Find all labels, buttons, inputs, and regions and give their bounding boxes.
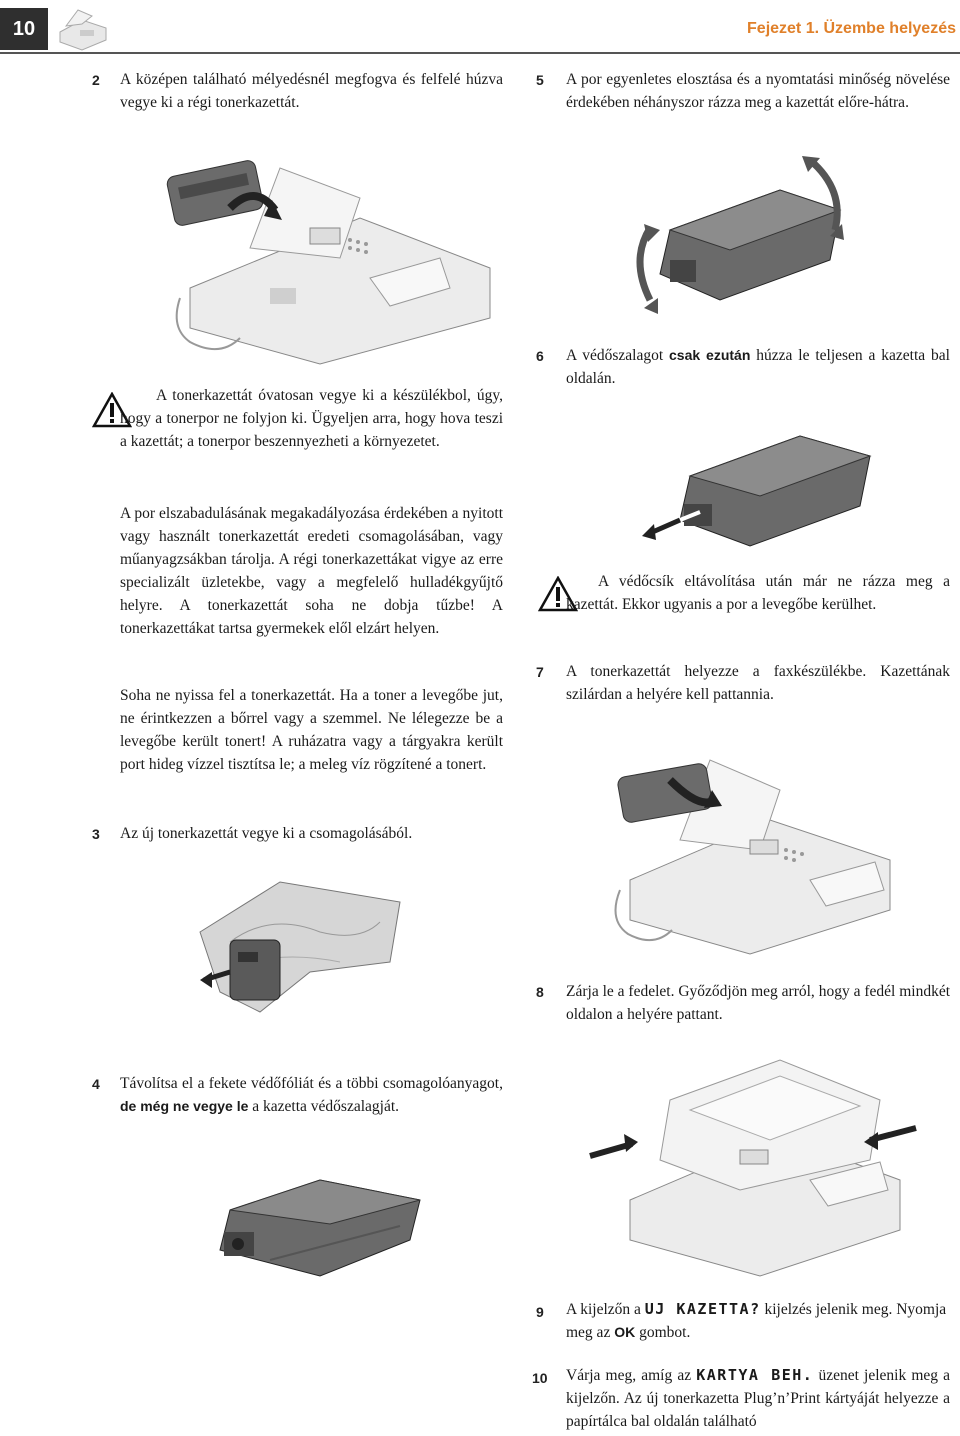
- cartridge-in-bag-illustration: [190, 872, 410, 1022]
- step-6-text-bold: csak ezután: [669, 347, 751, 363]
- insert-cartridge-illustration: [600, 740, 900, 960]
- ok-key-label: OK: [614, 1324, 636, 1340]
- lcd-message-insert-card: KARTYA BEH.: [696, 1366, 814, 1384]
- step-8-number: 8: [536, 984, 544, 1000]
- step-4-text-bold: de még ne vegye le: [120, 1098, 249, 1114]
- step-10-text-a: Várja meg, amíg az: [566, 1367, 692, 1384]
- step-4-number: 4: [92, 1076, 100, 1092]
- step-9-text: [566, 1298, 950, 1344]
- step-6-number: 6: [536, 348, 544, 364]
- step-4-text-a: Távolítsa el a fekete védőfóliát és a többi csomagolóanyagot,: [120, 1075, 503, 1092]
- step-5-number: 5: [536, 72, 544, 88]
- shake-cartridge-illustration: [630, 150, 870, 320]
- step-2-number: 2: [92, 72, 100, 88]
- step-9-text-b: kijelzés jelenik meg. Nyomja meg az: [566, 1301, 947, 1341]
- page-number: 10: [0, 8, 48, 50]
- step-6-text-a: A védőszalagot: [566, 347, 664, 364]
- lcd-message-new-cartridge: UJ KAZETTA?: [644, 1300, 761, 1318]
- step-10-text-b: üzenet jelenik meg a kijelzőn. Az új tonerkazetta Plug’n’Print kártyáját helyezze a papírtálca bal oldalán található: [566, 1367, 951, 1430]
- step-4-text-b: a kazetta védőszalagját.: [252, 1098, 400, 1115]
- page-header: [0, 0, 960, 58]
- step-6-text: [566, 344, 950, 390]
- step-4-text: [120, 1072, 503, 1118]
- step-9-number: 9: [536, 1304, 544, 1320]
- step-6-text-b: húzza le teljesen a kazetta bal oldalán.: [566, 347, 950, 387]
- step-5-text: A por egyenletes elosztása és a nyomtatási minőség növelése érdekében néhányszor rázza meg a kazettát előre-hátra.: [566, 71, 950, 111]
- header-rule: [0, 52, 960, 54]
- step-8-text: Zárja le a fedelet. Győződjön meg arról, hogy a fedél mindkét oldalon a helyére pattant.: [566, 983, 950, 1023]
- chapter-title: Fejezet 1. Üzembe helyezés: [747, 20, 956, 37]
- new-cartridge-illustration: [210, 1160, 430, 1290]
- step-9-text-a: A kijelzőn a: [566, 1301, 641, 1318]
- step-10-number: 10: [532, 1370, 548, 1386]
- close-lid-illustration: [580, 1040, 920, 1280]
- step-2-text: A középen található mélyedésnél megfogva és felfelé húzva vegye ki a régi tonerkazettát.: [120, 71, 503, 111]
- fax-remove-cartridge-illustration: [160, 128, 500, 368]
- step-7-number: 7: [536, 664, 544, 680]
- step-9-text-c: gombot.: [639, 1324, 691, 1341]
- warning-do-not-shake: A védőcsík eltávolítása után már ne rázza meg a kazettát. Ekkor ugyanis a por a levegőbe kerülhet.: [566, 573, 950, 613]
- fax-thumbnail-icon: [52, 2, 112, 52]
- step-10-text: [566, 1364, 950, 1433]
- storage-paragraph: A por elszabadulásának megakadályozása érdekében a nyitott vagy használt tonerkazettát eredeti csomagolásában, vagy műanyagzsákban tárolja. A régi tonerkazettákat vigye az erre specializált üzletekbe, vagy a megfelelő hulladékgyűjtő helyre. A tonerkazettát soha ne dobja tűzbe! A tonerkazettákat tartsa gyermekek elől elzárt helyen.: [120, 505, 503, 637]
- step-3-text: Az új tonerkazettát vegye ki a csomagolásából.: [120, 825, 413, 842]
- step-7-text: A tonerkazettát helyezze a faxkészülékbe. Kazettának szilárdan a helyére kell pattannia.: [566, 663, 950, 703]
- safety-paragraph: Soha ne nyissa fel a tonerkazettát. Ha a toner a levegőbe jut, ne érintkezzen a bőrrel vagy a szemmel. Ne lélegezze be a levegőbe került tonert! A ruházatra vagy a tárgyakra került port hideg vízzel tisztítsa le; a meleg víz rögzítené a tonert.: [120, 687, 503, 773]
- step-3-number: 3: [92, 826, 100, 842]
- remove-tape-illustration: [640, 416, 880, 556]
- warning-remove-carefully: A tonerkazettát óvatosan vegye ki a készülékbol, úgy, hogy a tonerpor ne folyjon ki. Ügyeljen arra, hogy hova teszi a kazettát; a tonerpor beszennyezheti a környezetet.: [120, 387, 503, 450]
